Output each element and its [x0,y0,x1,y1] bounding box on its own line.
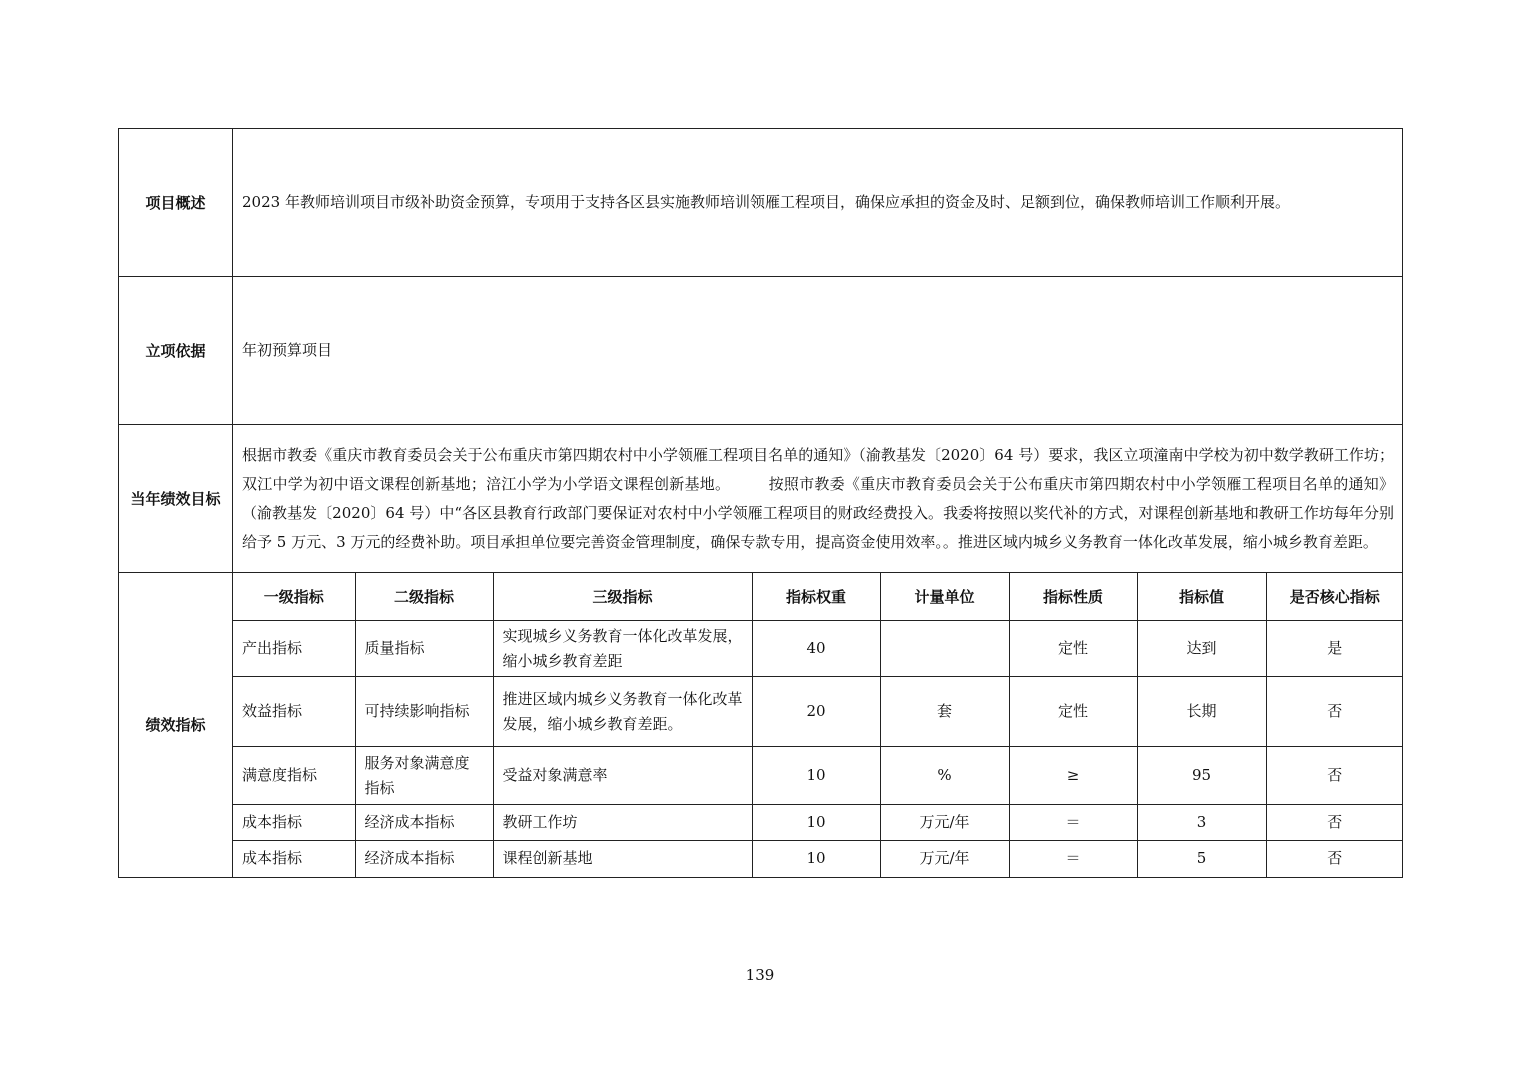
goal-text-part2: 按照市教委《重庆市教育委员会关于公布重庆市第四期农村中小学领雁工程项目名单的通知》（渝教基发〔2020〕64 号）中“各区县教育行政部门要保证对农村中小学领雁工程项目的财政经费投入。我委将按照以奖代补的方式，对课程创新基地和教研工作坊每年分别给予 5 万元、3 万元的经费补助。项目承担单位要完善资金管理制度，确保专款专用，提高资金使用效率。。推进区域内城乡义务教育一体化改革发展，缩小城乡教育差距。 [242,474,1394,551]
cell-unit: 万元/年 [880,805,1009,841]
basis-label: 立项依据 [119,277,233,425]
indicator-row [233,677,1403,747]
header-level2: 二级指标 [355,573,493,621]
cell-level3: 受益对象满意率 [493,747,752,805]
cell-level2: 服务对象满意度指标 [355,747,493,805]
cell-level1: 成本指标 [233,841,355,877]
indicator-row [233,841,1403,877]
indicator-header-row [233,573,1403,621]
header-level1: 一级指标 [233,573,355,621]
cell-nature: ＝ [1009,805,1137,841]
overview-label: 项目概述 [119,129,233,277]
cell-value: 5 [1137,841,1266,877]
indicator-row [233,621,1403,677]
cell-level3: 推进区域内城乡义务教育一体化改革发展，缩小城乡教育差距。 [493,677,752,747]
cell-level1: 产出指标 [233,621,355,677]
indicator-row [233,747,1403,805]
cell-value: 95 [1137,747,1266,805]
cell-core: 否 [1266,805,1403,841]
cell-weight: 10 [752,841,880,877]
indicators-row [119,573,1403,878]
header-weight: 指标权重 [752,573,880,621]
cell-level3: 教研工作坊 [493,805,752,841]
cell-level2: 经济成本指标 [355,841,493,877]
header-level3: 三级指标 [493,573,752,621]
indicators-label: 绩效指标 [119,573,233,878]
basis-row [119,277,1403,425]
overview-content: 2023 年教师培训项目市级补助资金预算，专项用于支持各区县实施教师培训领雁工程项目，确保应承担的资金及时、足额到位，确保教师培训工作顺利开展。 [233,129,1403,277]
header-value: 指标值 [1137,573,1266,621]
cell-weight: 40 [752,621,880,677]
project-performance-table [118,128,1403,878]
cell-unit: 万元/年 [880,841,1009,877]
cell-level3: 实现城乡义务教育一体化改革发展，缩小城乡教育差距 [493,621,752,677]
cell-level1: 效益指标 [233,677,355,747]
cell-unit: % [880,747,1009,805]
overview-row [119,129,1403,277]
cell-value: 3 [1137,805,1266,841]
cell-nature: 定性 [1009,677,1137,747]
header-unit: 计量单位 [880,573,1009,621]
cell-level2: 可持续影响指标 [355,677,493,747]
cell-weight: 10 [752,747,880,805]
goal-content [233,425,1403,573]
cell-core: 否 [1266,747,1403,805]
cell-unit [880,621,1009,677]
cell-level1: 满意度指标 [233,747,355,805]
cell-core: 否 [1266,841,1403,877]
goal-label: 当年绩效目标 [119,425,233,573]
indicators-container [233,573,1403,878]
cell-nature: ＝ [1009,841,1137,877]
cell-level3: 课程创新基地 [493,841,752,877]
basis-content: 年初预算项目 [233,277,1403,425]
cell-value: 达到 [1137,621,1266,677]
goal-text-part1: 根据市教委《重庆市教育委员会关于公布重庆市第四期农村中小学领雁工程项目名单的通知》（渝教基发〔2020〕64 号）要求，我区立项潼南中学校为初中数学教研工作坊；双江中学为初中语文课程创新基地；涪江小学为小学语文课程创新基地。 [242,445,1394,493]
cell-nature: 定性 [1009,621,1137,677]
cell-unit: 套 [880,677,1009,747]
cell-weight: 20 [752,677,880,747]
goal-row [119,425,1403,573]
cell-nature: ≥ [1009,747,1137,805]
cell-weight: 10 [752,805,880,841]
cell-core: 是 [1266,621,1403,677]
page-number: 139 [745,966,775,984]
header-nature: 指标性质 [1009,573,1137,621]
header-core: 是否核心指标 [1266,573,1403,621]
cell-value: 长期 [1137,677,1266,747]
cell-level2: 经济成本指标 [355,805,493,841]
indicator-table [233,573,1403,877]
cell-level2: 质量指标 [355,621,493,677]
cell-core: 否 [1266,677,1403,747]
indicator-row [233,805,1403,841]
cell-level1: 成本指标 [233,805,355,841]
